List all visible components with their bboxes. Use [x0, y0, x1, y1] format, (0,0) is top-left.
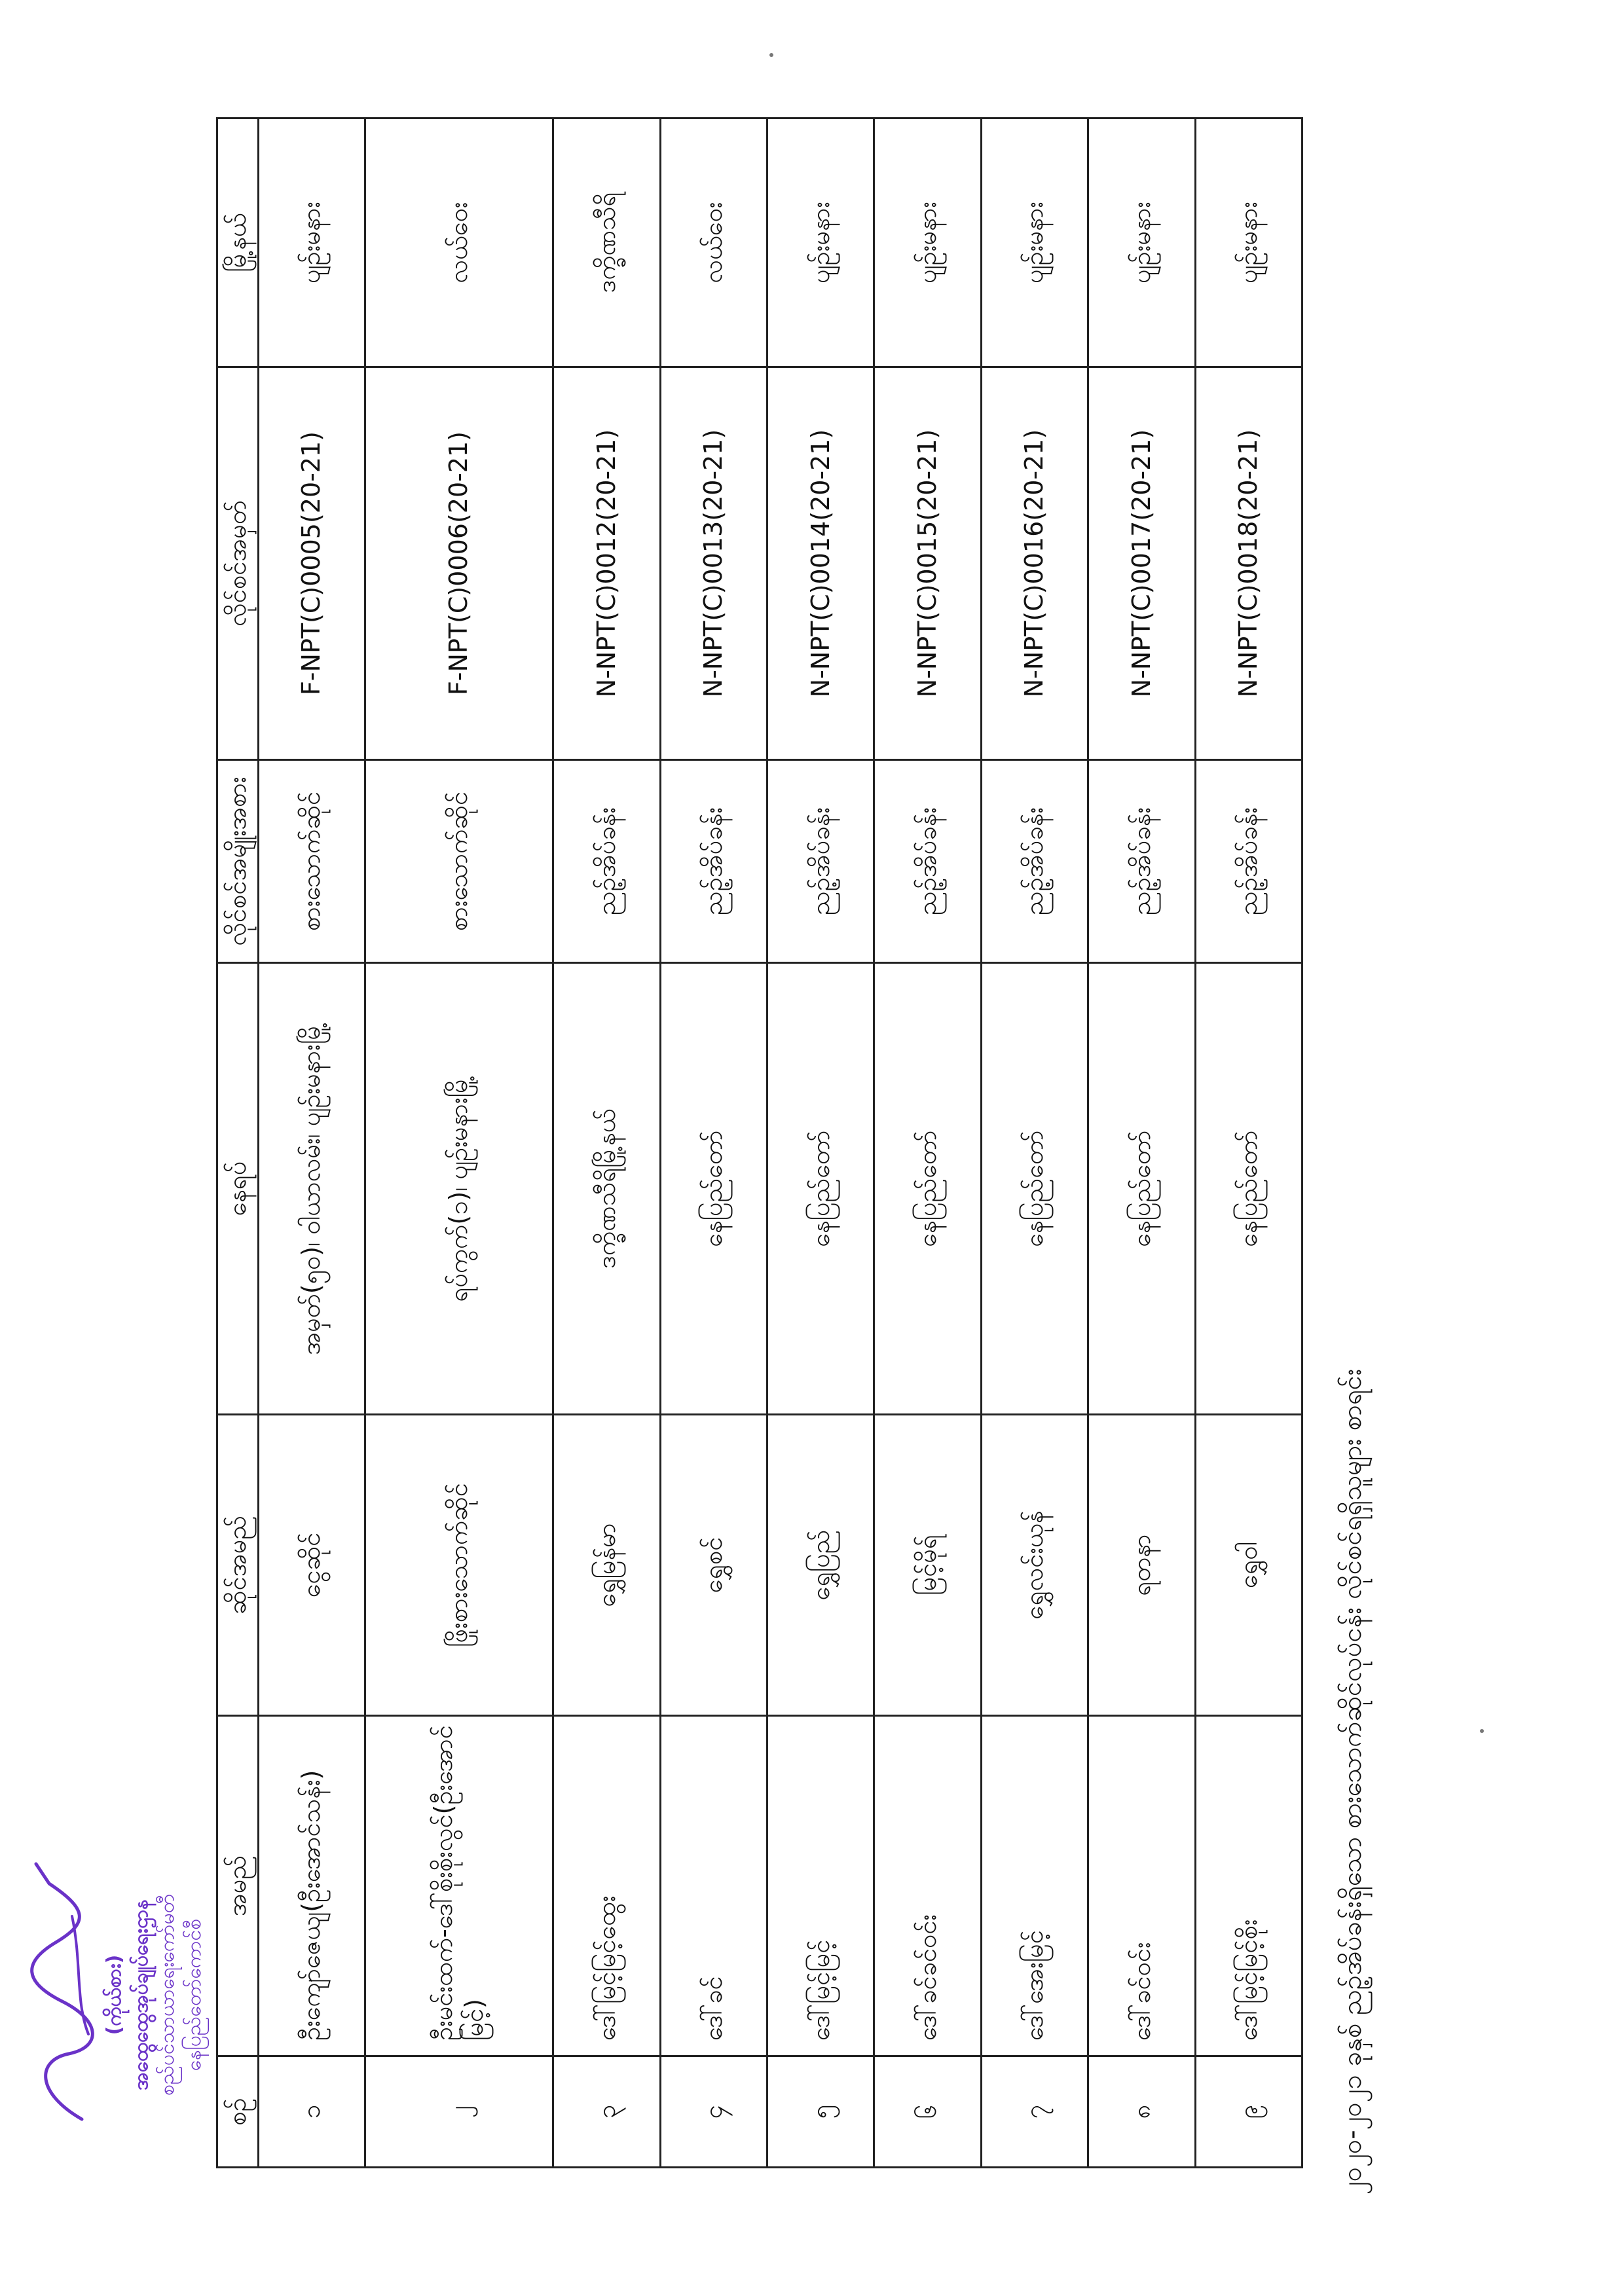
- cell-address: ဒက္ခိဏသီရိမြို့နယ်: [553, 963, 660, 1415]
- cell-township: ပျဥ်းမနား: [874, 118, 981, 367]
- cell-address: နေပြည်တော်: [767, 963, 874, 1415]
- cell-license-type: ညဥ့်အိပ်ခန်း: [660, 760, 767, 963]
- cell-township: ပျဥ်းမနား: [258, 118, 365, 367]
- official-stamp: [10, 1841, 206, 2149]
- table-row: [767, 118, 874, 2168]
- cell-license-no: N-NPT(C)0015(20-21): [874, 367, 981, 760]
- cell-name: ဒေါ်မြင့်မြင့်စိုး: [1195, 1716, 1302, 2056]
- cell-license-type: ညဥ့်အိပ်ခန်း: [1088, 760, 1195, 963]
- cell-business-name: ရွှေလင်းယုန်: [981, 1415, 1088, 1716]
- document-heading: ၂၀၂၀-၂၀၂၁ ခုနှစ် ညဥ့်အိပ်ခန်းရှိသော စားသောက်ဆိုင်လုပ်ငန်း လိုင်စင်ရရှိသူများ စာရင်း: [1337, 1368, 1367, 2195]
- table-row: [981, 118, 1088, 2168]
- cell-no: ၉: [1195, 2056, 1302, 2168]
- cell-license-type: ညဥ့်အိပ်ခန်း: [981, 760, 1088, 963]
- signature-icon: [10, 1851, 108, 2132]
- cell-license-no: N-NPT(C)0017(20-21): [1088, 367, 1195, 760]
- cell-address: နေပြည်တော်: [1195, 963, 1302, 1415]
- cell-license-type: ညဥ့်အိပ်ခန်း: [553, 760, 660, 963]
- stamp-line-1: နေပြည်တော်ကောင်စီ: [182, 1918, 206, 2071]
- cell-name: ဦးမင်းထက်-ဒေါ်စိုးစိုးလွင်(ဦးအောင်မြင့်): [365, 1716, 553, 2056]
- scan-speck: [1480, 1729, 1484, 1733]
- table-row: [1195, 118, 1302, 2168]
- header-township: မြို့နယ်: [217, 118, 259, 367]
- cell-no: ၈: [1088, 2056, 1195, 2168]
- cell-business-name: ရတနာ: [1088, 1415, 1195, 1716]
- table-row: [553, 118, 660, 2168]
- cell-license-type: ညဥ့်အိပ်ခန်း: [874, 760, 981, 963]
- table-row: [258, 118, 365, 2168]
- cell-license-no: N-NPT(C)0012(20-21): [553, 367, 660, 760]
- table-row: [660, 118, 767, 2168]
- cell-address: နေပြည်တော်: [660, 963, 767, 1415]
- cell-license-no: F-NPT(C)0005(20-21): [258, 367, 365, 760]
- table-row: [365, 118, 553, 2168]
- cell-address: နေပြည်တော်: [1088, 963, 1195, 1415]
- header-name: အမည်: [217, 1716, 259, 2056]
- cell-business-name: ရွှေဝါ: [1195, 1415, 1302, 1716]
- cell-name: ဒေါ်ခင်: [660, 1716, 767, 2056]
- table-row: [1088, 118, 1195, 2168]
- cell-license-no: N-NPT(C)0018(20-21): [1195, 367, 1302, 760]
- cell-name: ဒေါ်မြင့်မြင့်ထွေး: [553, 1716, 660, 2056]
- cell-address: နေပြည်တော်: [874, 963, 981, 1415]
- stamp-line-4: (ကိုယ်စား): [103, 1954, 126, 2035]
- cell-business-name: ရွှေပြည်: [767, 1415, 874, 1716]
- cell-license-no: N-NPT(C)0013(20-21): [660, 367, 767, 760]
- cell-township: လယ်ဝေး: [365, 118, 553, 367]
- cell-township: လယ်ဝေး: [660, 118, 767, 367]
- cell-license-no: N-NPT(C)0016(20-21): [981, 367, 1088, 760]
- cell-address: အမှတ်(၅၀)၊ ဝါယာလမ်း၊ ပျဥ်းမနားမြို့: [258, 963, 365, 1415]
- table-header-row: [217, 118, 259, 2168]
- license-table: [216, 117, 1303, 2168]
- cell-name: ဦးကျော်ဇေယျ(ဦးအောင်သန်း): [258, 1716, 365, 2056]
- cell-name: ဒေါ်ခင်ခင်ဝင်း: [874, 1716, 981, 2056]
- header-license-no: လိုင်စင်အမှတ်: [217, 367, 259, 760]
- cell-township: ဒက္ခိဏသီရိ: [553, 118, 660, 367]
- cell-license-type: စားသောက်ဆိုင်: [258, 760, 365, 963]
- header-license-type: လိုင်စင်အမျိုးအစား: [217, 760, 259, 963]
- cell-no: ၄: [660, 2056, 767, 2168]
- cell-name: ဒေါ်မြင့်မြင့်: [767, 1716, 874, 2056]
- cell-no: ၂: [365, 2056, 553, 2168]
- cell-license-no: F-NPT(C)0006(20-21): [365, 367, 553, 760]
- header-no: စဥ်: [217, 2056, 259, 2168]
- cell-township: ပျဥ်းမနား: [1088, 118, 1195, 367]
- cell-township: ပျဥ်းမနား: [981, 118, 1088, 367]
- cell-no: ၆: [874, 2056, 981, 2168]
- cell-township: ပျဥ်းမနား: [1195, 118, 1302, 367]
- cell-no: ၅: [767, 2056, 874, 2168]
- cell-license-type: ညဥ့်အိပ်ခန်း: [767, 760, 874, 963]
- cell-no: ၇: [981, 2056, 1088, 2168]
- cell-address: ရပ်ကွက်(၁)၊ ပျဥ်းမနားမြို့: [365, 963, 553, 1415]
- stamp-line-3: အထွေထွေအုပ်ချုပ်ရေးဌာန: [129, 1899, 153, 2090]
- cell-no: ၃: [553, 2056, 660, 2168]
- cell-license-type: ညဥ့်အိပ်ခန်း: [1195, 760, 1302, 963]
- cell-license-no: N-NPT(C)0014(20-21): [767, 367, 874, 760]
- cell-township: ပျဥ်းမနား: [767, 118, 874, 367]
- stamp-line-2: စည်ပင်သာယာရေးကော်မတီ: [156, 1894, 179, 2096]
- cell-business-name: ရွှေစင်: [660, 1415, 767, 1716]
- cell-address: နေပြည်တော်: [981, 963, 1088, 1415]
- table-row: [874, 118, 981, 2168]
- cell-name: ဒေါ်ခင်ဝင်း: [1088, 1716, 1195, 2056]
- cell-no: ၁: [258, 2056, 365, 2168]
- cell-business-name: ဖြိုးစားသောက်ဆိုင်: [365, 1415, 553, 1716]
- cell-business-name: မြင့်မိုရ်: [874, 1415, 981, 1716]
- cell-business-name: ရွှေမြန်မာ: [553, 1415, 660, 1716]
- cell-name: ဒေါ်အေးမြင့်: [981, 1716, 1088, 2056]
- cell-license-type: စားသောက်ဆိုင်: [365, 760, 553, 963]
- cell-business-name: ငွေဆိုင်: [258, 1415, 365, 1716]
- scan-speck: [769, 53, 773, 57]
- header-address: နေရပ်: [217, 963, 259, 1415]
- header-business-name: ဆိုင်အမည်: [217, 1415, 259, 1716]
